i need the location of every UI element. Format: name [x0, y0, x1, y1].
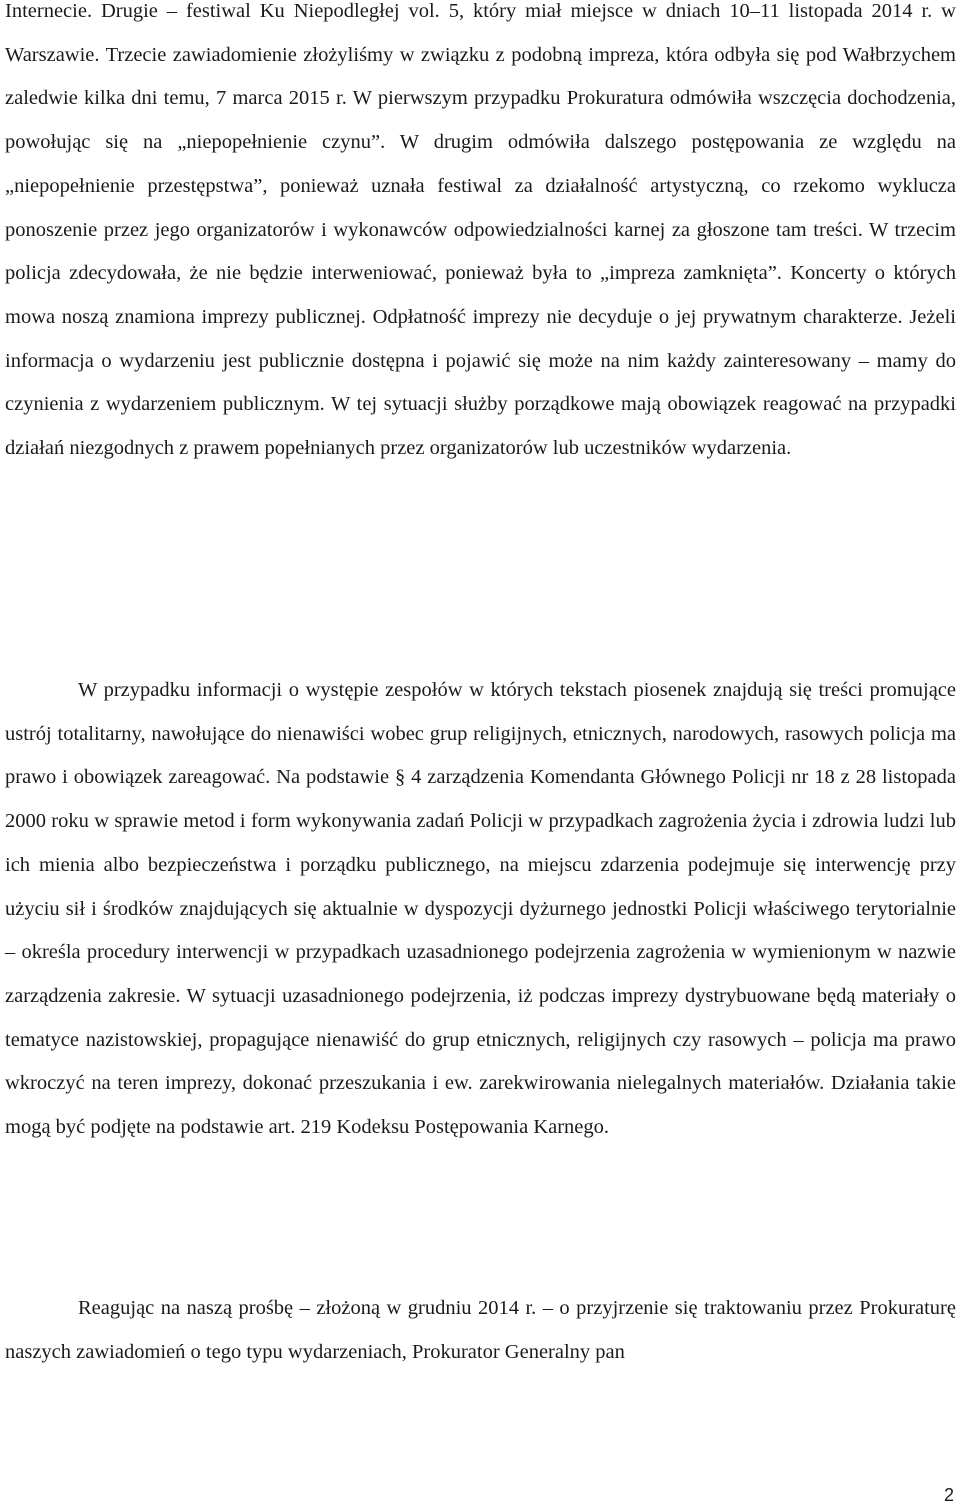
paragraph-notifications-outcome: Internecie. Drugie – festiwal Ku Niepodległej vol. 5, który miał miejsce w dniach 10–11 listopada 2014 r. w Warszawie. Trzecie zawiadomienie złożyliśmy w związku z podobną impreza, która odbyła się pod Wałbrzychem zaledwie kilka dni temu, 7 marca 2015 r. W pierwszym przypadku Prokuratura odmówiła wszczęcia dochodzenia, powołując się na „niepopełnienie czynu”. W drugim odmówiła dalszego postępowania ze względu na „niepopełnienie przestępstwa”, ponieważ uznała festiwal za działalność artystyczną, co rzekomo wyklucza ponoszenie przez jego organizatorów i wykonawców odpowiedzialności karnej za głoszone tam treści. W trzecim policja zdecydowała, że nie będzie interweniować, ponieważ była to „impreza zamknięta”. Koncerty o których mowa noszą znamiona imprezy publicznej. Odpłatność imprezy nie decyduje o jej prywatnym charakterze. Jeżeli informacja o wydarzeniu jest publicznie dostępna i pojawić się może na nim każdy zainteresowany – mamy do czynienia z wydarzeniem publicznym. W tej sytuacji służby porządkowe mają obowiązek reagować na przypadki działań niezgodnych z prawem popełnianych przez organizatorów lub uczestników wydarzenia. [5, 0, 956, 460]
page-number: 2 [943, 1485, 954, 1505]
paragraph-prosecutor-request: Reagując na naszą prośbę – złożoną w grudniu 2014 r. – o przyjrzenie się traktowaniu przez Prokuraturę naszych zawiadomień o tego typu wydarzeniach, Prokurator Generalny pan [5, 1297, 956, 1363]
paragraph-police-intervention-basis: W przypadku informacji o występie zespołów w których tekstach piosenek znajdują się treści promujące ustrój totalitarny, nawołujące do nienawiści wobec grup religijnych, etnicznych, narodowych, rasowych policja ma prawo i obowiązek zareagować. Na podstawie § 4 zarządzenia Komendanta Głównego Policji nr 18 z 28 listopada 2000 roku w sprawie metod i form wykonywania zadań Policji w przypadkach zagrożenia życia i zdrowia ludzi lub ich mienia albo bezpieczeństwa i porządku publicznego, na miejscu zdarzenia podejmuje się interwencję przy użyciu sił i środków znajdujących się aktualnie w dyspozycji dyżurnego jednostki Policji właściwego terytorialnie – określa procedury interwencji w przypadkach uzasadnionego podejrzenia zagrożenia w wymienionym w nazwie zarządzenia zakresie. W sytuacji uzasadnionego podejrzenia, iż podczas imprezy dystrybuowane będą materiały o tematyce nazistowskiej, propagujące nienawiść do grup etnicznych, religijnych czy rasowych – policja ma prawo wkroczyć na teren imprezy, dokonać przeszukania i ew. zarekwirowania nielegalnych materiałów. Działania takie mogą być podjęte na podstawie art. 219 Kodeksu Postępowania Karnego. [5, 679, 956, 1139]
